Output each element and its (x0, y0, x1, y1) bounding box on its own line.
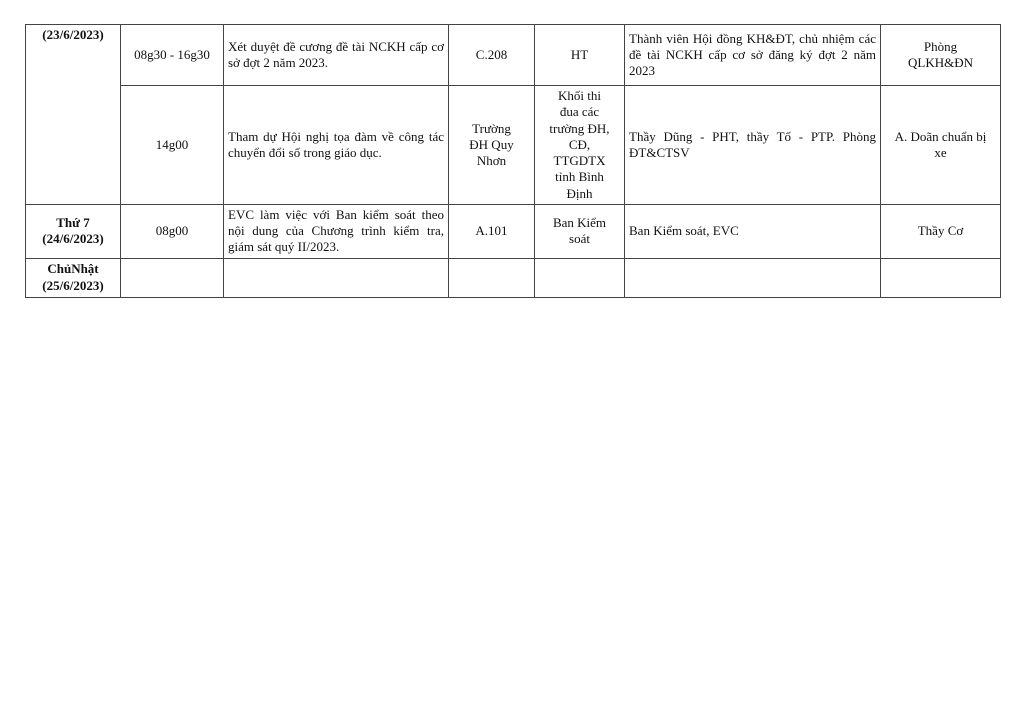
host-cell (535, 258, 625, 297)
time-cell (121, 258, 224, 297)
prep-cell (881, 86, 1001, 205)
content-cell: Xét duyệt đề cương đề tài NCKH cấp cơ sở đợt 2 năm 2023. (224, 25, 449, 86)
host-line: trường ĐH, (549, 120, 610, 136)
place-line: ĐH Quy (469, 136, 514, 152)
prep-line: A. Doãn chuẩn bị (894, 128, 987, 144)
day-name: Thứ 7 (56, 214, 90, 230)
day-cell (26, 204, 121, 258)
participants-cell: Ban Kiểm soát, EVC (625, 204, 881, 258)
participants-cell: Thành viên Hội đồng KH&ĐT, chủ nhiệm các đề tài NCKH cấp cơ sở đăng ký đợt 2 năm 2023 (625, 25, 881, 86)
time-cell: 08g00 (121, 204, 224, 258)
host-line: Ban Kiểm (552, 214, 607, 230)
prep-cell: Thầy Cơ (881, 204, 1001, 258)
prep-line: xe (934, 144, 947, 160)
day-date: (23/6/2023) (42, 27, 104, 42)
content-cell (224, 258, 449, 297)
prep-line: Phòng (923, 38, 958, 54)
host-line: Định (566, 185, 593, 201)
participants-cell (625, 258, 881, 297)
prep-cell (881, 25, 1001, 86)
table-row (26, 25, 1001, 86)
content-cell: Tham dự Hội nghị tọa đàm về công tác chuyển đổi số trong giáo dục. (224, 86, 449, 205)
host-cell (535, 86, 625, 205)
host-line: CĐ, (568, 136, 591, 152)
host-line: TTGDTX (553, 153, 606, 168)
place-line: Trường (472, 120, 511, 136)
place-cell (449, 86, 535, 205)
schedule-table (25, 24, 1001, 298)
content-cell: EVC làm việc với Ban kiểm soát theo nội dung của Chương trình kiểm tra, giám sát quý II/2023. (224, 204, 449, 258)
day-date: (24/6/2023) (42, 231, 104, 247)
prep-line: QLKH&ĐN (908, 55, 973, 70)
time-cell: 14g00 (121, 86, 224, 205)
table-row (26, 204, 1001, 258)
host-line: đua các (559, 104, 600, 120)
prep-cell (881, 258, 1001, 297)
host-cell: HT (535, 25, 625, 86)
table-row (26, 258, 1001, 297)
day-cell (26, 25, 121, 205)
place-cell: C.208 (449, 25, 535, 86)
day-cell (26, 258, 121, 297)
place-cell (449, 258, 535, 297)
place-cell: A.101 (449, 204, 535, 258)
host-line: tỉnh Bình (555, 169, 604, 185)
host-line: soát (569, 231, 590, 247)
host-cell (535, 204, 625, 258)
table-row (26, 86, 1001, 205)
day-name: ChủNhật (47, 261, 99, 277)
time-cell: 08g30 - 16g30 (121, 25, 224, 86)
host-line: Khối thi (558, 88, 601, 103)
place-line: Nhơn (476, 153, 507, 168)
participants-cell: Thầy Dũng - PHT, thầy Tố - PTP. Phòng ĐT&CTSV (625, 86, 881, 205)
day-date: (25/6/2023) (42, 277, 104, 293)
